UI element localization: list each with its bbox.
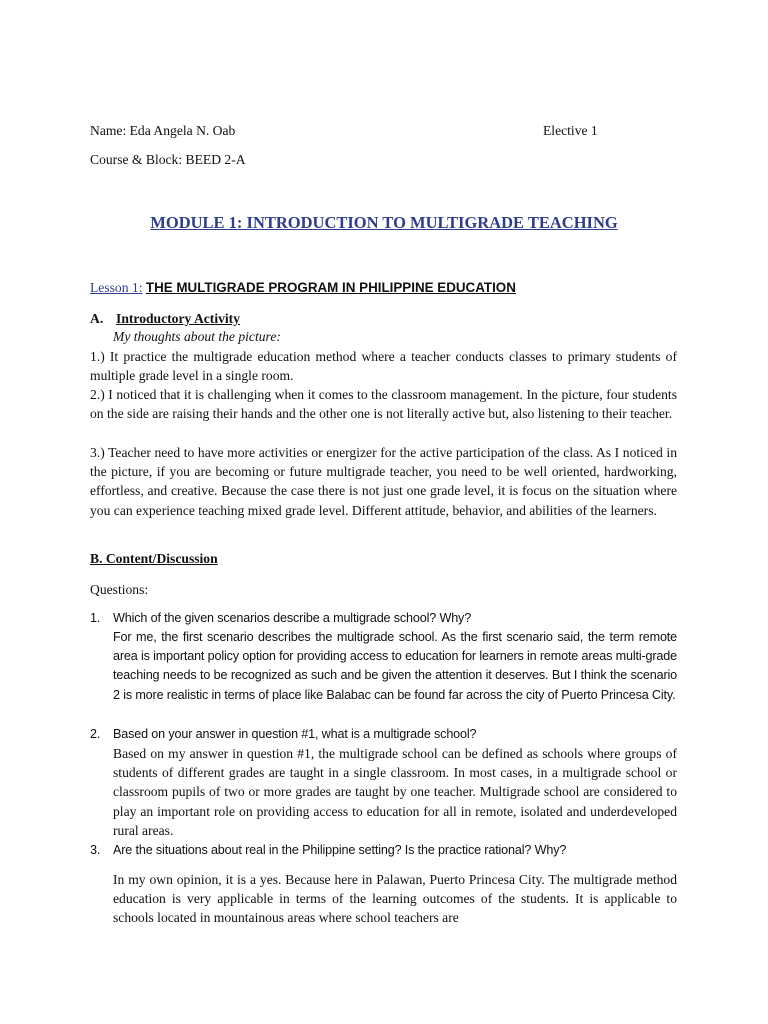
thought-paragraph-2: 2.) I noticed that it is challenging when it comes to the classroom management. In the picture, four students on the side are raising their hands and the other one is not literally active but, also listening to their teacher.	[90, 387, 677, 422]
lesson-heading	[90, 278, 516, 297]
lesson-label: Lesson 1:	[90, 280, 143, 295]
thought-paragraph-3: 3.) Teacher need to have more activities or energizer for the active participation of the class. As I noticed in the picture, if you are becoming or future multigrade teacher, you need to be well oriented, hardworking, effortless, and creative. Because the case there is not just one grade level, it is focus on the situation where you can experience teaching mixed grade level. Different attitude, behavior, and abilities of the learners.	[90, 445, 677, 518]
questions-label: Questions:	[90, 582, 149, 597]
question-number: 2.	[90, 727, 101, 741]
question-number: 3.	[90, 843, 101, 857]
section-a-subheading: My thoughts about the picture:	[113, 329, 281, 344]
section-a-heading	[90, 309, 240, 328]
section-a-title: Introductory Activity	[116, 311, 241, 326]
question-text: Which of the given scenarios describe a multigrade school? Why?	[113, 611, 472, 625]
question-text: Based on your answer in question #1, what is a multigrade school?	[113, 727, 477, 741]
elective-label: Elective 1	[543, 123, 598, 138]
answer-text: For me, the first scenario describes the multigrade school. As the first scenario said, the term remote area is important policy option for providing access to education for learners in remote areas multi-grade teaching needs to be recognized as such and be given the attention it deserves. But I think the scenario 2 is more realistic in terms of place like Balabac can be found far across the city of Puerto Princesa City.	[113, 630, 677, 702]
question-text: Are the situations about real in the Philippine setting? Is the practice rational? Why?	[113, 843, 567, 857]
answer-text: Based on my answer in question #1, the multigrade school can be defined as schools where groups of students of different grades are taught in a single classroom. In most cases, in a multigrade school or classroom pupils of two or more grades are taught by one teacher. Multigrade school are considered to play an important role on providing access to education for all in remote, isolated and underdeveloped rural areas.	[113, 746, 677, 838]
module-title: MODULE 1: INTRODUCTION TO MULTIGRADE TEACHING	[150, 213, 618, 232]
student-name: Name: Eda Angela N. Oab	[90, 123, 236, 138]
thought-paragraph-1: 1.) It practice the multigrade education method where a teacher conducts classes to primary students of multiple grade level in a single room.	[90, 349, 677, 384]
course-block: Course & Block: BEED 2-A	[90, 152, 246, 167]
section-b-heading: B. Content/Discussion	[90, 551, 218, 566]
question-number: 1.	[90, 611, 101, 625]
lesson-title: THE MULTIGRADE PROGRAM IN PHILIPPINE EDUCATION	[145, 280, 516, 295]
section-a-letter: A.	[90, 311, 104, 326]
answer-text: In my own opinion, it is a yes. Because here in Palawan, Puerto Princesa City. The multigrade method education is very applicable in terms of the learning outcomes of the students. It is applicable to schools located in mountainous areas where school teachers are	[113, 872, 677, 926]
